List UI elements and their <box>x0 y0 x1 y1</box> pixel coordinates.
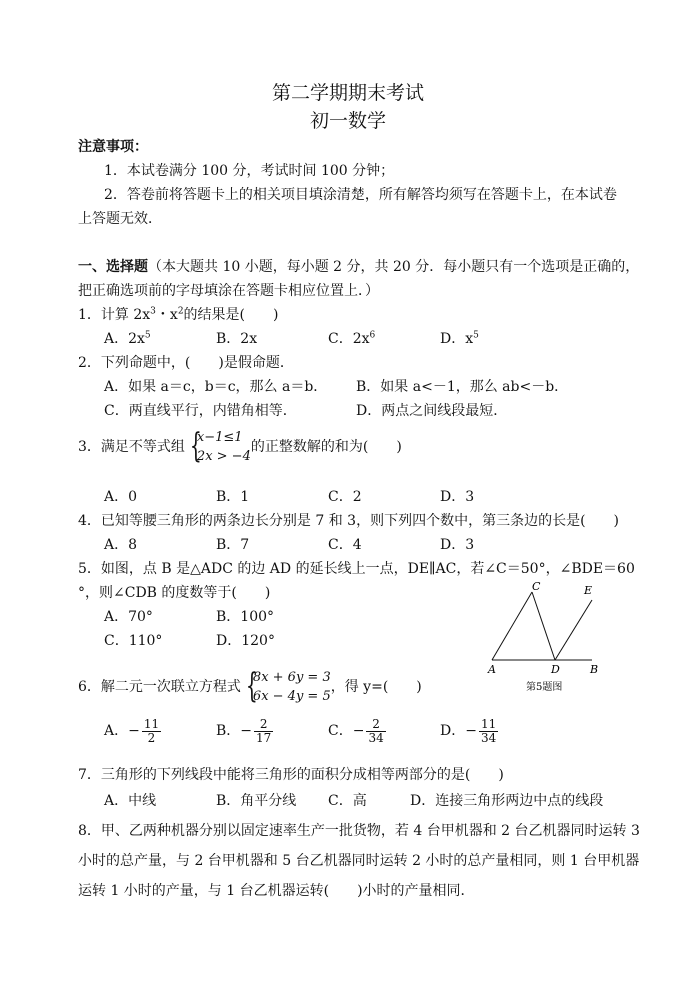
q4-option-c: C．4 <box>328 537 362 553</box>
point-c-label: C <box>532 580 541 593</box>
segment-ac <box>492 592 532 660</box>
q6-option-b: B．− $\frac{2}{17}$ <box>216 717 272 745</box>
q2-option-b: B．如果 a<－1，那么 ab<－b． <box>356 379 569 395</box>
point-e-label: E <box>584 584 593 597</box>
question-1-stem: 1．计算 $2x^3$・$x^2$的结果是( ) <box>78 306 279 323</box>
q7-option-b: B．角平分线 <box>216 793 297 809</box>
q5-option-d: D．120° <box>216 633 275 649</box>
q3-option-b: B．1 <box>216 489 250 505</box>
q5-option-b: B．100° <box>216 609 275 625</box>
q1-option-c: C．$2x^6$ <box>328 330 376 347</box>
q7-option-a: A．中线 <box>104 793 157 809</box>
q1-option-d: D．$x^5$ <box>440 330 479 347</box>
equation-system: { 8x + 6y = 3 6x − 4y = 5 <box>245 666 331 706</box>
q4-option-d: D．3 <box>440 537 475 553</box>
q5-option-a: A．70° <box>104 609 153 625</box>
q4-option-b: B．7 <box>216 537 250 553</box>
point-b-label: B <box>590 663 599 676</box>
q7-option-c: C．高 <box>328 793 367 809</box>
question-7-stem: 7．三角形的下列线段中能将三角形的面积分成相等两部分的是( ) <box>78 767 504 783</box>
figure-caption: 第5题图 <box>526 682 563 693</box>
q3-option-d: D．3 <box>440 489 475 505</box>
question-5-stem-cont: °，则∠CDB 的度数等于( ) <box>78 585 271 601</box>
section-1-heading-line <box>78 256 639 276</box>
segment-de <box>555 600 592 660</box>
notice-item-2: 2．答卷前将答题卡上的相关项目填涂清楚，所有解答均须写在答题卡上，在本试卷 <box>104 187 617 203</box>
exam-title: 第二学期期末考试 <box>271 82 424 104</box>
inequality-system: { x−1≤1 2x > −4 <box>189 426 251 466</box>
q3-option-c: C．2 <box>328 489 362 505</box>
section-1-desc: （本大题共 10 小题，每小题 2 分，共 20 分．每小题只有一个选项是正确的， <box>148 259 640 275</box>
q2-option-d: D．两点之间线段最短． <box>356 403 508 419</box>
point-d-label: D <box>551 663 560 676</box>
notice-heading: 注意事项： <box>78 139 148 155</box>
q1-option-a: A．$2x^5$ <box>104 330 151 347</box>
q6-option-d: D．− $\frac{11}{34}$ <box>440 717 497 745</box>
question-5-figure <box>480 578 610 696</box>
q7-option-d: D．连接三角形两边中点的线段 <box>410 793 604 809</box>
point-a-label: A <box>488 663 496 676</box>
question-8-line-3: 运转 1 小时的产量，与 1 台乙机器运转( )小时的产量相同． <box>78 883 475 899</box>
q4-option-a: A．8 <box>104 537 138 553</box>
question-2-stem: 2．下列命题中，( )是假命题． <box>78 355 294 371</box>
q3-option-a: A．0 <box>104 489 138 505</box>
question-4-stem: 4．已知等腰三角形的两条边长分别是 7 和 3，则下列四个数中，第三条边的长是( ) <box>78 513 619 529</box>
q6-option-c: C．− $\frac{2}{34}$ <box>328 717 384 745</box>
section-1-heading: 一、选择题 <box>78 259 148 275</box>
q2-option-a: A．如果 a＝c，b＝c，那么 a＝b． <box>104 379 328 395</box>
q5-option-c: C．110° <box>104 633 163 649</box>
q6-option-a: A．− $\frac{11}{2}$ <box>104 717 160 745</box>
notice-item-1: 1．本试卷满分 100 分，考试时间 100 分钟； <box>104 163 395 179</box>
section-1-desc-cont: 把正确选项前的字母填涂在答题卡相应位置上．） <box>78 283 379 299</box>
question-6-stem: 6．解二元一次联立方程式 { 8x + 6y = 3 6x − 4y = 5 ，得 y=( ) <box>78 666 422 706</box>
exam-subtitle: 初一数学 <box>309 110 386 132</box>
notice-item-2-cont: 上答题无效． <box>78 211 162 227</box>
q1-option-b: B．2x <box>216 331 258 347</box>
question-5-stem: 5．如图，点 B 是△ADC 的边 AD 的延长线上一点，DE∥AC，若∠C＝50°，∠BDE＝60 <box>78 561 635 577</box>
question-3-stem: 3．满足不等式组 { x−1≤1 2x > −4 的正整数解的和为( ) <box>78 426 402 466</box>
q2-option-c: C．两直线平行，内错角相等． <box>104 403 297 419</box>
question-8-line-1: 8．甲、乙两种机器分别以固定速率生产一批货物，若 4 台甲机器和 2 台乙机器同时运转 3 <box>78 823 640 839</box>
question-8-line-2: 小时的总产量，与 2 台甲机器和 5 台乙机器同时运转 2 小时的总产量相同，则 1 台甲机器 <box>78 853 640 869</box>
segment-cd <box>532 592 555 660</box>
